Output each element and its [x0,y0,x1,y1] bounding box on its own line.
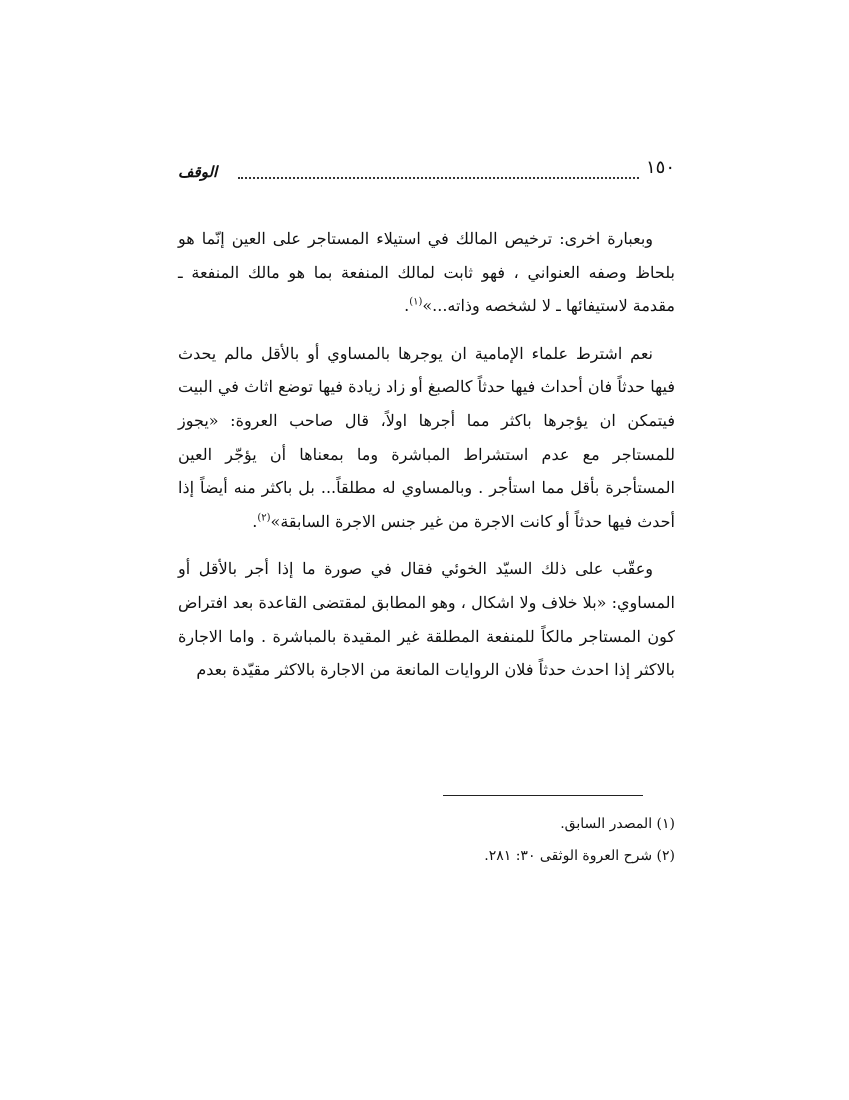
footnote-1: (١) المصدر السابق. [560,816,675,832]
section-title: الوقف [178,163,218,181]
footnote-ref-2[interactable]: (٢) [257,512,271,524]
footnote-2: (٢) شرح العروة الوثقى ٣٠: ٢٨١. [484,848,675,864]
page-number: ١٥٠ [645,157,675,178]
footnote-divider [443,795,643,796]
body-text [178,222,675,701]
paragraph-3 [178,552,675,686]
page-header [178,157,675,187]
paragraph-tail: . [404,296,410,316]
paragraph-text: نعم اشترط علماء الإمامية ان يوجرها بالمساوي أو بالأقل مالم يحدث فيها حدثاً فان أحداث فيها حدثاً كالصبغ أو زاد زيادة فيها توضع اثاث في البيت فيتمكن ان يؤجرها باكثر مما أجرها اولاً، قال صاحب العروة: «يجوز للمستاجر مع عدم استشراط المباشرة وما بمعناها أن يؤجّر العين المستأجرة بأقل مما استأجر . وبالمساوي له مطلقاً... بل باكثر منه أيضاً إذا أحدث فيها حدثاً أو كانت الاجرة من غير جنس الاجرة السابقة» [178,343,675,531]
paragraph-1 [178,222,675,323]
footnotes [400,808,675,872]
paragraph-tail: . [252,511,258,531]
paragraph-text: وعقّب على ذلك السيّد الخوئي فقال في صورة ما إذا أجر بالأقل أو المساوي: «بلا خلاف ولا اشكال ، وهو المطابق لمقتضى القاعدة بعد افتراض كون المستاجر مالكاً للمنفعة المطلقة غير المقيدة بالمباشرة . واما الاجارة بالاكثر إذا احدث حدثاً فلان الروايات المانعة من الاجارة بالاكثر مقيّدة بعدم [178,559,675,680]
header-dotted-rule [238,177,639,179]
paragraph-2 [178,337,675,539]
paragraph-text: وبعبارة اخرى: ترخيص المالك في استيلاء المستاجر على العين إنّما هو بلحاظ وصفه العنواني ، فهو ثابت لمالك المنفعة بما هو مالك المنفعة ـ مقدمة لاستيفائها ـ لا لشخصه وذاته...» [178,229,675,316]
footnote-ref-1[interactable]: (١) [409,296,423,308]
